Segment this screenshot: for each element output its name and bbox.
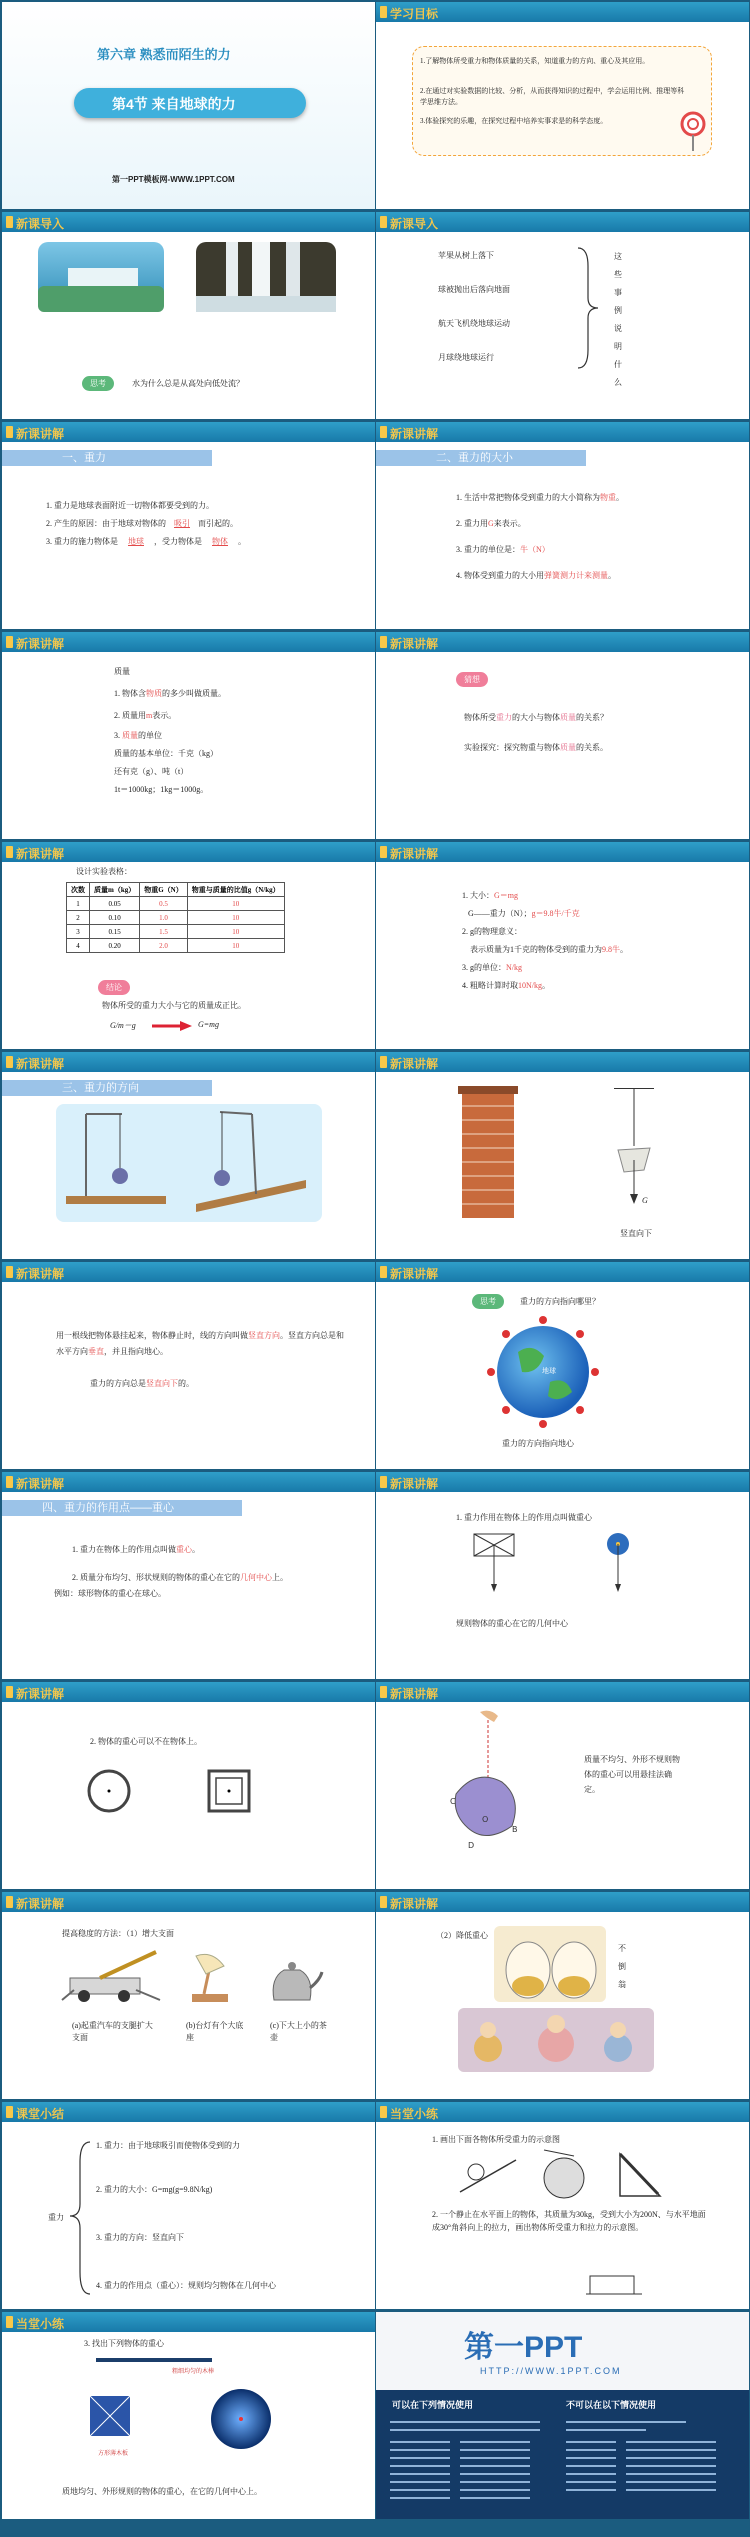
- definition-line-3: 3. 重力的施力物体是 地球 ，受力物体是 物体 。: [46, 537, 246, 546]
- summary-item-3: 3. 重力的方向：竖直向下: [96, 2233, 184, 2242]
- bar-title: 新课讲解: [390, 427, 439, 441]
- examples-question: 这些事例说明什么: [614, 252, 622, 387]
- chapter-title: 第六章 熟悉而陌生的力: [97, 47, 231, 62]
- tumbler-eggs-illustration: [494, 1926, 606, 2002]
- title-bar: [2, 2312, 375, 2332]
- title-bar: [2, 1892, 375, 1912]
- formula-gmg: G=mg: [198, 1020, 219, 1029]
- example-1: 苹果从树上落下: [438, 251, 494, 260]
- objective-1: 1.了解物体所受重力和物体质量的关系，知道重力的方向、重心及其应用。: [420, 57, 650, 65]
- formula-ratio: G/m＝g: [110, 1021, 136, 1030]
- practice-answer: 质地均匀、外形规则的物体的重心，在它的几何中心上。: [62, 2487, 262, 2496]
- bar-title: 新课讲解: [16, 637, 65, 651]
- low-cog-line: （2）降低重心: [436, 1931, 488, 1940]
- tumbler-label: 不倒翁: [618, 1944, 626, 1989]
- title-bar: [2, 1472, 375, 1492]
- earth-caption: 重力的方向指向地心: [502, 1439, 574, 1448]
- lamp-caption: (b)台灯有个大底座: [186, 2021, 244, 2042]
- mass-line-2: 2. 质量用m表示。: [114, 711, 177, 720]
- magnitude-line-3: 3. 重力的单位是：牛（N）: [456, 545, 550, 554]
- section-label: 四、重力的作用点——重心: [2, 1500, 242, 1516]
- suspension-diagram: [446, 1708, 536, 1858]
- mass-line-5: 还有克（g）、吨（t）: [114, 767, 189, 776]
- bar-title: 新课导入: [16, 217, 65, 231]
- think-tag: 思考: [82, 376, 114, 391]
- title-bar: [2, 1052, 375, 1072]
- vertical-definition: 用一根线把物体悬挂起来，物体静止时，线的方向叫做竖直方向。竖直方向总是和水平方向垂直，并且指向地心。: [56, 1331, 344, 1356]
- board-label: 方形薄木板: [98, 2451, 129, 2457]
- earth-question: 重力的方向指向哪里？: [520, 1297, 600, 1306]
- formula-line-6: 4. 粗略计算时取10N/kg。: [462, 981, 550, 990]
- regular-caption: 规则物体的重心在它的几何中心: [456, 1619, 568, 1628]
- direction-caption: 竖直向下: [620, 1229, 652, 1238]
- experiment-line: 实验探究：探究物重与物体质量的关系。: [464, 743, 608, 752]
- title-bar: [2, 632, 375, 652]
- section-title: 第4节 来自地球的力: [112, 96, 236, 112]
- triangle-stand-diagram: [612, 2146, 668, 2200]
- force-label: G: [642, 1196, 648, 1205]
- slide-ending[interactable]: [376, 2312, 749, 2519]
- practice-question-3: 3. 找出下列物体的重心: [84, 2339, 164, 2348]
- title-bar: [376, 842, 749, 862]
- svg-text:B: B: [512, 1825, 518, 1834]
- magnitude-line-4: 4. 物体受到重力的大小用弹簧测力计来测量。: [456, 571, 616, 580]
- bar-title: 新课讲解: [390, 1057, 439, 1071]
- slide-practice-2[interactable]: [2, 2312, 375, 2519]
- slide-gravity-definition[interactable]: [2, 422, 375, 629]
- title-bar: [376, 1472, 749, 1492]
- table-row: 3 0.15 1.5 10: [67, 925, 285, 939]
- tumbler-toys-illustration: [458, 2008, 654, 2072]
- formula-line-2: G——重力（N）；g＝9.8牛/千克: [468, 909, 580, 918]
- hypothesis-question: 物体所受重力的大小与物体质量的关系？: [464, 713, 608, 722]
- frame-diagram: [206, 1768, 252, 1814]
- slide-hypothesis[interactable]: [376, 632, 749, 839]
- table-header-row: 次数 质量m（kg） 物重G（N） 物重与质量的比值g（N/kg）: [67, 883, 285, 897]
- bar-title: 新课讲解: [16, 427, 65, 441]
- conclusion-text: 物体所受的重力大小与它的质量成正比。: [102, 1001, 246, 1010]
- suspension-text: 质量不均匀、外形不规则物体的重心可以用悬挂法确定。: [584, 1755, 680, 1794]
- regular-line: 1. 重力作用在物体上的作用点叫做重心: [456, 1513, 592, 1522]
- table-row: 1 0.05 0.5 10: [67, 897, 285, 911]
- logo-url: HTTP://WWW.1PPT.COM: [480, 2366, 622, 2376]
- mass-line-3: 3. 质量的单位: [114, 731, 162, 740]
- teapot-illustration: [260, 1948, 324, 2006]
- bar-title: 新课讲解: [16, 847, 65, 861]
- magnitude-line-2: 2. 重力用G来表示。: [456, 519, 526, 528]
- stick-diagram: [94, 2354, 214, 2366]
- definition-line-2: 2. 产生的原因：由于地球对物体的 吸引 而引起的。: [46, 519, 238, 528]
- arrow-icon: [152, 1021, 192, 1031]
- slide-center-of-gravity[interactable]: [2, 1472, 375, 1679]
- title-bar: [376, 1262, 749, 1282]
- svg-text:O: O: [482, 1815, 489, 1824]
- title-bar: [376, 632, 749, 652]
- slide-data-table[interactable]: [2, 842, 375, 1049]
- bar-title: 学习目标: [390, 7, 439, 21]
- bar-title: 当堂小练: [390, 2107, 439, 2121]
- title-bar: [376, 212, 749, 232]
- bar-title: 新课讲解: [390, 637, 439, 651]
- cog-line-3: 例如：球形物体的重心在球心。: [54, 1589, 166, 1598]
- slide-formula[interactable]: [376, 842, 749, 1049]
- forbidden-list-lines: [566, 2416, 736, 2512]
- conclusion-tag: 结论: [98, 980, 130, 995]
- title-bar: [376, 2102, 749, 2122]
- cog-line-2: 2. 质量分布均匀、形状规则的物体的重心在它的几何中心上。: [72, 1573, 288, 1582]
- table-title: 设计实验表格：: [76, 867, 132, 876]
- title-bar: [376, 1682, 749, 1702]
- bar-title: 新课讲解: [16, 1477, 65, 1491]
- slide-gravity-magnitude[interactable]: [376, 422, 749, 629]
- square-board-diagram: [86, 2392, 136, 2442]
- objective-3: 3.体验探究的乐趣，在探究过程中培养实事求是的科学态度。: [420, 117, 608, 125]
- outside-line: 2. 物体的重心可以不在物体上。: [90, 1737, 202, 1746]
- bar-title: 新课导入: [390, 217, 439, 231]
- bar-title: 新课讲解: [16, 1897, 65, 1911]
- bar-title: 新课讲解: [390, 1897, 439, 1911]
- intro-question: 水为什么总是从高处向低处流？: [132, 379, 244, 388]
- guess-tag: 猜想: [456, 672, 488, 687]
- practice-question-2: 2. 一个静止在水平面上的物体，其质量为30kg，受到大小为200N、与水平地面成30°角斜向上的拉力，画出物体所受重力和拉力的示意图。: [432, 2210, 706, 2232]
- definition-line-1: 1. 重力是地球表面附近一切物体都要受到的力。: [46, 501, 214, 510]
- footer-site: 第一PPT模板网-WWW.1PPT.COM: [112, 175, 235, 184]
- block-diagram: [586, 2268, 642, 2298]
- waterfall-photo-2: [196, 242, 336, 312]
- slide-regular-objects[interactable]: [376, 1472, 749, 1679]
- forbidden-heading: 不可以在以下情况使用: [566, 2400, 657, 2410]
- brace-icon: [576, 246, 600, 370]
- lamp-illustration: [176, 1948, 240, 2006]
- summary-item-1: 1. 重力：由于地球吸引而使物体受到的力: [96, 2141, 240, 2150]
- bar-title: 课堂小结: [16, 2107, 65, 2121]
- brick-wall-illustration: [458, 1086, 518, 1218]
- logo-text: 第一PPT: [464, 2331, 583, 2364]
- crane-caption: (a)起重汽车的支腿扩大支面: [72, 2021, 153, 2042]
- title-bar: [376, 422, 749, 442]
- title-bar: [2, 212, 375, 232]
- mass-line-6: 1t＝1000kg；1kg＝1000g。: [114, 785, 209, 794]
- ball-diagram: [598, 1528, 638, 1596]
- stick-label: 粗细均匀的木棒: [172, 2369, 215, 2375]
- cube-diagram: [466, 1528, 526, 1596]
- lollipop-icon: [678, 110, 708, 152]
- formula-line-3: 2. g的物理意义：: [462, 927, 522, 936]
- stability-line: 提高稳度的方法：（1）增大支面: [62, 1929, 174, 1938]
- allowed-list-lines: [390, 2416, 550, 2512]
- bar-title: 新课讲解: [16, 1057, 65, 1071]
- slide-vertical-direction[interactable]: [2, 1262, 375, 1469]
- cog-line-1: 1. 重力在物体上的作用点叫做重心。: [72, 1545, 200, 1554]
- think-tag: 思考: [472, 1294, 504, 1309]
- practice-question-1: 1. 画出下面各物体所受重力的示意图: [432, 2135, 560, 2144]
- slide-suspension[interactable]: [376, 1682, 749, 1889]
- waterfall-photo-1: [38, 242, 164, 312]
- section-label: 三、重力的方向: [2, 1080, 212, 1096]
- objective-2: 2.在通过对实验数据的比较、分析，从而获得知识的过程中，学会运用比例、推理等科学思维方法。: [420, 87, 685, 106]
- slide-direction[interactable]: [2, 1052, 375, 1259]
- summary-item-2: 2. 重力的大小：G=mg(g=9.8N/kg): [96, 2185, 213, 2194]
- slide-practice-1[interactable]: [376, 2102, 749, 2309]
- svg-text:C: C: [450, 1797, 456, 1806]
- slide-earth-center[interactable]: [376, 1262, 749, 1469]
- sphere-diagram: [208, 2386, 274, 2452]
- title-bar: [376, 1052, 749, 1072]
- slide-stability-base[interactable]: [2, 1892, 375, 2099]
- bar-title: 新课讲解: [390, 847, 439, 861]
- bar-title: 新课讲解: [390, 1477, 439, 1491]
- mass-line-1: 1. 物体含物质的多少叫做质量。: [114, 689, 226, 698]
- title-bar: [376, 2, 749, 22]
- slope-ball-diagram: [456, 2146, 520, 2194]
- formula-line-5: 3. g的单位：N/kg: [462, 963, 522, 972]
- summary-item-4: 4. 重力的作用点（重心）：规则均匀物体在几何中心: [96, 2281, 276, 2290]
- ring-diagram: [86, 1768, 132, 1814]
- title-bar: [2, 2102, 375, 2122]
- slide-mass[interactable]: [2, 632, 375, 839]
- example-4: 月球绕地球运行: [438, 353, 494, 362]
- bar-title: 新课讲解: [16, 1267, 65, 1281]
- allowed-heading: 可以在下列情况使用: [392, 2400, 474, 2410]
- magnitude-line-1: 1. 生活中常把物体受到重力的大小简称为物重。: [456, 493, 624, 502]
- earth-label: 地球: [542, 1367, 556, 1375]
- slide-intro-waterfall[interactable]: [2, 212, 375, 419]
- example-3: 航天飞机绕地球运动: [438, 319, 510, 328]
- experiment-table: [66, 882, 285, 953]
- slide-intro-examples[interactable]: [376, 212, 749, 419]
- example-2: 球被抛出后落向地面: [438, 285, 510, 294]
- slide-title[interactable]: [2, 2, 375, 209]
- section-label: 二、重力的大小: [376, 450, 586, 466]
- mass-line-4: 质量的基本单位：千克（kg）: [114, 749, 218, 758]
- table-row: 4 0.20 2.0 10: [67, 939, 285, 953]
- teapot-caption: (c)下大上小的茶壶: [270, 2021, 327, 2042]
- title-bar: [2, 842, 375, 862]
- bar-title: 新课讲解: [16, 1687, 65, 1701]
- formula-line-1: 1. 大小：G＝mg: [462, 891, 518, 900]
- crane-illustration: [60, 1948, 168, 2006]
- svg-text:D: D: [468, 1841, 475, 1850]
- pendulum-illustration: [56, 1104, 322, 1222]
- title-bar: [2, 1682, 375, 1702]
- slide-cog-outside[interactable]: [2, 1682, 375, 1889]
- bar-title: 当堂小练: [16, 2317, 65, 2331]
- title-bar: [2, 422, 375, 442]
- slide-plumb[interactable]: [376, 1052, 749, 1259]
- table-row: 2 0.10 1.0 10: [67, 911, 285, 925]
- direction-rule: 重力的方向总是竖直向下的。: [90, 1379, 194, 1388]
- plumb-bob-illustration: [604, 1088, 664, 1214]
- mass-title: 质量: [114, 667, 130, 676]
- bar-title: 新课讲解: [390, 1267, 439, 1281]
- summary-brace-icon: [68, 2138, 92, 2298]
- section-label: 一、重力: [2, 450, 212, 466]
- formula-line-4: 表示质量为1千克的物体受到的重力为9.8牛。: [470, 945, 628, 954]
- title-bar: [376, 1892, 749, 1912]
- title-bar: [2, 1262, 375, 1282]
- slide-objectives[interactable]: [376, 2, 749, 209]
- bar-title: 新课讲解: [390, 1687, 439, 1701]
- hanging-ball-diagram: [534, 2146, 590, 2200]
- slide-summary[interactable]: [2, 2102, 375, 2309]
- slide-stability-low[interactable]: [376, 1892, 749, 2099]
- summary-root: 重力: [48, 2213, 64, 2222]
